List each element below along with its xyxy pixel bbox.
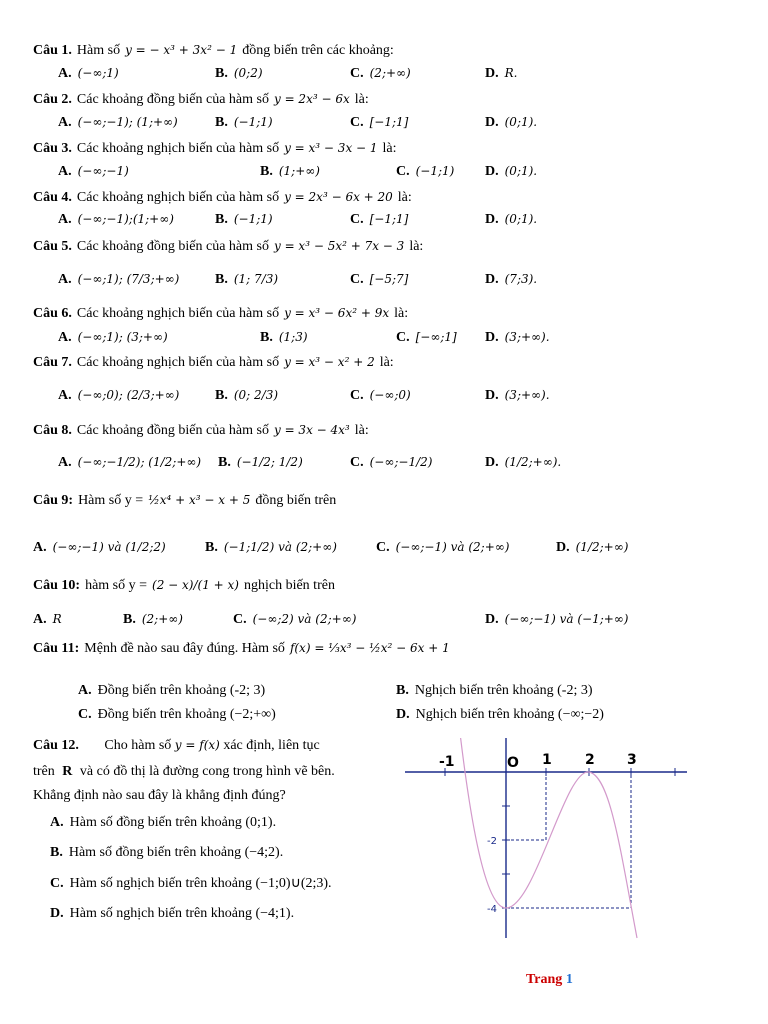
question-math: y = x³ − 5x² + 7x − 3 [273,239,405,253]
footer-page-number: 1 [565,972,573,987]
option-letter: A. [78,683,92,698]
option-letter: A. [58,388,72,403]
option-text: (−∞;0); (2/3;+∞) [77,388,180,402]
option-text: (0;1). [504,212,538,226]
question-label: Câu 8. [33,423,72,438]
question-10 [33,578,340,594]
question-3 [33,141,402,157]
question-text: Các khoảng đồng biến của hàm số [76,423,269,438]
option-letter: B. [260,330,273,345]
question-label: Câu 4. [33,190,72,205]
option-text: (−1;1) [233,115,273,129]
option-c[interactable] [350,212,408,228]
option-text: [−1;1] [369,212,409,226]
option-text: (0;1). [504,164,538,178]
q12-label: Câu 12. [33,738,79,753]
question-text: Các khoảng nghịch biến của hàm số [76,306,280,321]
option-letter: B. [215,66,228,81]
question-label: Câu 1. [33,43,72,58]
question-text: Các khoảng đồng biến của hàm số [76,239,269,254]
option-text: Nghịch biến trên khoảng (−∞;−2) [415,707,604,722]
option-letter: B. [215,115,228,130]
x-tick-label: 1 [542,752,552,768]
option-text: (0;2) [233,66,263,80]
question-math: y = 2x³ − 6x + 20 [284,190,393,204]
question-text: Các khoảng đồng biến của hàm số [76,92,269,107]
question-label: Câu 9: [33,493,74,508]
option-d[interactable] [485,66,517,82]
question-label: Câu 5. [33,239,72,254]
option-d[interactable] [485,612,628,628]
question-math: y = 2x³ − 6x [273,92,350,106]
option-letter: C. [233,612,247,627]
y-tick-label: -2 [487,836,497,847]
option-a[interactable] [58,66,119,82]
option-text: (1;+∞) [278,164,320,178]
option-text: (−∞;2) và (2;+∞) [252,612,357,626]
y-tick-label: -4 [487,904,497,915]
question-8 [33,423,374,439]
option-letter: C. [350,66,364,81]
question-tail: đồng biến trên các khoảng: [242,43,394,58]
q12-R: R [62,764,73,779]
dashed-guide-2 [506,772,631,908]
question-label: Câu 11: [33,641,80,656]
option-letter: C. [396,164,410,179]
option-d[interactable] [485,388,550,404]
q12-line1 [33,738,320,754]
option-text: [−1;1] [369,115,409,129]
option-c[interactable] [350,115,408,131]
option-letter: A. [58,272,72,287]
option-text: R [52,612,62,626]
option-b[interactable] [215,66,263,82]
question-math: (2 − x)/(1 + x) [152,578,239,592]
dashed-guide-1 [506,772,546,840]
option-text: [−∞;1] [415,330,457,344]
option-letter: D. [485,612,499,627]
option-text: (−∞;1); (3;+∞) [77,330,168,344]
option-b[interactable] [123,612,183,628]
option-text: (2;+∞) [141,612,183,626]
option-text: (−∞;−1) [77,164,129,178]
question-4 [33,190,417,206]
option-letter: D. [485,388,499,403]
option-b[interactable] [215,272,278,288]
option-text: Nghịch biến trên khoảng (-2; 3) [414,683,593,698]
option-text: (1;3) [278,330,308,344]
option-a[interactable] [33,540,166,556]
option-text: (−∞;0) [369,388,411,402]
option-letter: D. [50,906,64,921]
option-c[interactable] [350,388,411,404]
option-text: (3;+∞). [504,388,550,402]
q12-line2-pre: trên [33,764,55,779]
option-text: (−1/2; 1/2) [236,455,303,469]
question-math: y = x³ − 6x² + 9x [284,306,390,320]
x-tick-label: O [507,755,519,771]
option-text: Hàm số nghịch biến trên khoảng (−1;0)∪(2;3). [69,876,332,891]
q12-math: y = f(x) [174,738,220,752]
question-tail: là: [397,190,412,205]
option-letter: A. [50,815,64,830]
option-letter: C. [78,707,92,722]
question-text: hàm số y = [85,578,148,593]
page-footer [526,972,573,988]
option-d[interactable] [485,212,537,228]
option-letter: D. [556,540,570,555]
option-b[interactable] [215,115,273,131]
option-a[interactable] [33,612,62,628]
question-9 [33,493,341,509]
option-c[interactable] [78,707,276,723]
option-text: (7;3). [504,272,538,286]
option-text: (−1;1/2) và (2;+∞) [223,540,337,554]
option-letter: A. [33,540,47,555]
function-graph [405,738,690,943]
question-tail: là: [409,239,424,254]
option-text: Đồng biến trên khoảng (-2; 3) [97,683,266,698]
q12-option-a[interactable] [50,815,276,831]
option-text: (−1;1) [233,212,273,226]
option-letter: A. [58,212,72,227]
option-letter: D. [485,455,499,470]
question-text: Hàm số y = [78,493,144,508]
question-tail: là: [394,306,409,321]
option-d[interactable] [485,330,550,346]
question-label: Câu 7. [33,355,72,370]
option-a[interactable] [58,388,179,404]
option-text: (−∞;1) [77,66,119,80]
option-letter: C. [50,876,64,891]
question-math: f(x) = ⅓x³ − ½x² − 6x + 1 [289,641,450,655]
q12-line2 [33,764,335,780]
option-letter: B. [396,683,409,698]
option-text: (−∞;−1/2); (1/2;+∞) [77,455,202,469]
option-letter: D. [485,164,499,179]
option-d[interactable] [396,707,604,723]
question-text: Các khoảng nghịch biến của hàm số [76,190,280,205]
option-text: Hàm số đồng biến trên khoảng (0;1). [69,815,277,830]
option-d[interactable] [485,164,537,180]
question-label: Câu 6. [33,306,72,321]
question-2 [33,92,374,108]
question-text: Hàm số [76,43,121,58]
question-label: Câu 2. [33,92,72,107]
option-b[interactable] [205,540,337,556]
question-5 [33,239,428,255]
q12-line3: Khẳng định nào sau đây là khẳng định đúng? [33,788,286,803]
option-text: Đồng biến trên khoảng (−2;+∞) [97,707,276,722]
option-letter: B. [218,455,231,470]
option-letter: D. [485,115,499,130]
option-text: (0;1). [504,115,538,129]
option-text: (−1;1) [415,164,455,178]
option-letter: C. [376,540,390,555]
x-tick-label: -1 [439,754,455,770]
option-letter: A. [58,330,72,345]
option-text: (−∞;−1) và (1/2;2) [52,540,166,554]
option-letter: B. [215,272,228,287]
option-letter: A. [58,164,72,179]
option-c[interactable] [396,330,457,346]
option-text: (3;+∞). [504,330,550,344]
option-letter: D. [485,330,499,345]
question-tail: là: [382,141,397,156]
question-6 [33,306,413,322]
option-letter: B. [215,388,228,403]
question-1 [33,43,399,59]
option-a[interactable] [58,212,174,228]
q12-line2-tail: và có đồ thị là đường cong trong hình vẽ bên. [79,764,335,779]
option-c[interactable] [233,612,356,628]
question-7 [33,355,399,371]
option-letter: B. [50,845,63,860]
question-math: y = − x³ + 3x² − 1 [125,43,238,57]
option-c[interactable] [396,164,454,180]
option-b[interactable] [396,683,593,699]
option-text: R. [504,66,518,80]
option-a[interactable] [58,330,168,346]
question-tail: là: [354,423,369,438]
question-text: Mệnh đề nào sau đây đúng. Hàm số [84,641,285,656]
question-math: y = x³ − 3x − 1 [284,141,378,155]
option-d[interactable] [556,540,628,556]
option-a[interactable] [58,272,179,288]
question-math: ½x⁴ + x³ − x + 5 [148,493,251,507]
option-text: (2;+∞) [369,66,411,80]
option-letter: D. [485,66,499,81]
question-label: Câu 10: [33,578,81,593]
question-text: Các khoảng nghịch biến của hàm số [76,355,280,370]
q12-text: Cho hàm số [104,738,172,753]
option-b[interactable] [260,330,308,346]
option-a[interactable] [58,455,201,471]
option-letter: C. [350,212,364,227]
question-label: Câu 3. [33,141,72,156]
option-c[interactable] [350,66,411,82]
option-letter: B. [215,212,228,227]
option-letter: D. [485,272,499,287]
option-letter: A. [33,612,47,627]
option-text: (−∞;−1/2) [369,455,433,469]
option-letter: C. [350,115,364,130]
option-c[interactable] [350,272,408,288]
option-b[interactable] [215,212,273,228]
option-letter: B. [260,164,273,179]
option-letter: A. [58,455,72,470]
option-letter: C. [396,330,410,345]
question-math: y = 3x − 4x³ [273,423,350,437]
option-letter: C. [350,388,364,403]
option-d[interactable] [485,115,537,131]
option-text: (0; 2/3) [233,388,279,402]
footer-word: Trang [526,972,563,987]
question-tail: nghịch biến trên [243,578,335,593]
option-letter: C. [350,455,364,470]
option-b[interactable] [218,455,303,471]
option-text: (−∞;−1) và (2;+∞) [395,540,510,554]
option-letter: B. [205,540,218,555]
question-text: Các khoảng nghịch biến của hàm số [76,141,280,156]
option-b[interactable] [215,388,278,404]
option-letter: D. [396,707,410,722]
option-text: (1/2;+∞) [575,540,629,554]
option-text: (−∞;−1); (1;+∞) [77,115,178,129]
option-a[interactable] [58,164,129,180]
option-d[interactable] [485,272,537,288]
question-math: y = x³ − x² + 2 [284,355,375,369]
question-tail: là: [379,355,394,370]
option-text: Hàm số nghịch biến trên khoảng (−4;1). [69,906,295,921]
option-letter: B. [123,612,136,627]
option-text: [−5;7] [369,272,409,286]
option-d[interactable] [485,455,561,471]
option-text: (−∞;1); (7/3;+∞) [77,272,180,286]
option-text: (1; 7/3) [233,272,279,286]
option-a[interactable] [58,115,178,131]
option-text: Hàm số đồng biến trên khoảng (−4;2). [68,845,284,860]
q12-tail: xác định, liên tục [223,738,320,753]
option-letter: D. [485,212,499,227]
question-11 [33,641,460,657]
x-tick-label: 2 [585,752,595,768]
option-c[interactable] [350,455,432,471]
option-text: (1/2;+∞). [504,455,562,469]
x-tick-label: 3 [627,752,637,768]
question-tail: đồng biến trên [255,493,337,508]
q12-option-c[interactable] [50,875,332,892]
option-letter: A. [58,115,72,130]
question-tail: là: [354,92,369,107]
option-text: (−∞;−1) và (−1;+∞) [504,612,629,626]
q12-option-d[interactable] [50,906,294,922]
option-letter: C. [350,272,364,287]
option-text: (−∞;−1);(1;+∞) [77,212,174,226]
option-letter: A. [58,66,72,81]
option-c[interactable] [376,540,509,556]
q12-option-b[interactable] [50,845,283,861]
option-b[interactable] [260,164,320,180]
option-a[interactable] [78,683,265,699]
